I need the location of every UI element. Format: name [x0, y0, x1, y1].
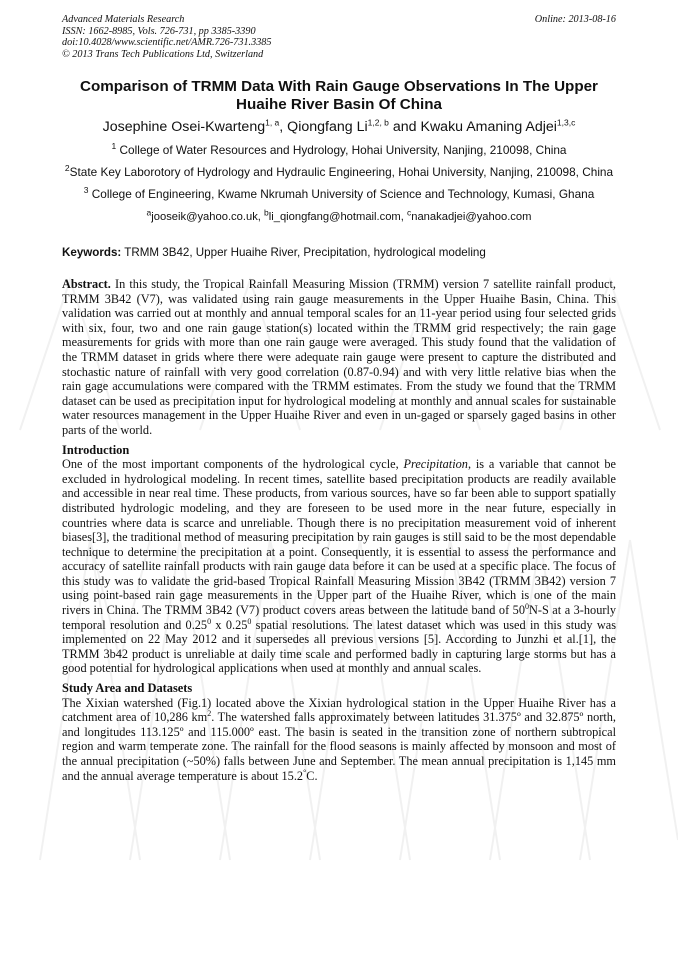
- text-run: x 0.25: [211, 617, 248, 632]
- text-run: . The watershed falls approximately between latitudes 31.375º and 32.875º north, and longitudes 113.125º and 115.000º east. The basin is seated in the transition zone of northern subtropical region and warm temperate zone. The rainfall for the flood seasons is mainly affected by monsoon and most of the annual precipitation (~50%) falls between June and September. The mean annual precipitation is 1,145 mm and the annual average temperature is about 15.2: [62, 710, 616, 783]
- journal-name: Advanced Materials Research: [62, 14, 185, 25]
- author-name: Josephine Osei-Kwarteng: [102, 119, 266, 135]
- journal-header: [62, 14, 616, 60]
- abstract-text: In this study, the Tropical Rainfall Measuring Mission (TRMM) version 7 satellite rainfall product, TRMM 3B42 (V7), was validated using rain gauge measurements in the Upper Huaihe Basin, China. This validation was carried out at monthly and annual temporal scales for an 11-year period using four selected grids with six, four, two and one rain gauge station(s) located within the TRMM grid respectively; the rain gage measurements for grids with more than one rain gauge were averaged. This study found that the validation of the TRMM dataset in grids where there were adequate rain gauge were present to capture the distributed and stochastic nature of rainfall with very good correlation (0.87-0.94) and with very little relative bias when the rain gage accumulations were compared with the TRMM estimates. From the study we found that the TRMM dataset can be used as precipitation input for hydrological modeling at monthly and annual scales for sustainable water resources management in the Upper Huaihe River and even in un-gaged or sparsely gaged basins in other parts of the world.: [62, 277, 616, 437]
- affiliation-3: [62, 187, 616, 202]
- text-run: spatial resolutions. The latest dataset which was used in this study was implemented on 22 May 2012 and it supersedes all previous versions [5]. According to Junzhi et al.[1], the TRMM 3b42 product is unreliable at daily time scale and performed badly in capturing large storms but has a good potential for hydrological applications when used at monthly and annual scales.: [62, 617, 616, 676]
- keywords: [62, 246, 616, 260]
- author-affiliation-mark: 1,3,c: [556, 117, 576, 128]
- email-link[interactable]: nanakadjei@yahoo.com: [411, 211, 532, 223]
- superscript: °: [303, 767, 307, 777]
- online-date: Online: 2013-08-16: [534, 14, 616, 25]
- text-run: One of the most important components of the hydrological cycle,: [62, 457, 404, 472]
- keywords-text: TRMM 3B42, Upper Huaihe River, Precipitation, hydrological modeling: [121, 246, 486, 259]
- superscript: 0: [207, 616, 212, 626]
- abstract-label: Abstract.: [62, 277, 111, 291]
- affiliation-1: [62, 143, 616, 158]
- author-name: and Kwaku Amaning Adjei: [388, 119, 557, 135]
- abstract: [62, 277, 616, 438]
- affiliation-text: College of Water Resources and Hydrology, Hohai University, Nanjing, 210098, China: [116, 143, 567, 157]
- superscript: 2: [207, 709, 212, 719]
- study-area-paragraph: [62, 696, 616, 784]
- superscript: 0: [247, 616, 252, 626]
- author-affiliation-mark: 1,2, b: [367, 117, 389, 128]
- affiliation-text: State Key Laborotory of Hydrology and Hydraulic Engineering, Hohai University, Nanjing, 210098, China: [69, 165, 614, 179]
- text-run: C.: [306, 768, 318, 783]
- affiliation-number: 1: [111, 141, 117, 152]
- text-run: N-S at a 3-hourly temporal resolution and 0.25: [62, 603, 617, 632]
- author-list: [62, 118, 616, 136]
- author-emails: [62, 207, 616, 224]
- email-link[interactable]: jooseik@yahoo.co.uk,: [151, 211, 265, 223]
- journal-issn: ISSN: 1662-8985, Vols. 726-731, pp 3385-3390: [62, 25, 256, 37]
- email-link[interactable]: li_qiongfang@hotmail.com,: [268, 211, 407, 223]
- affiliation-text: College of Engineering, Kwame Nkrumah University of Science and Technology, Kumasi, Ghana: [88, 187, 595, 201]
- text-run: , is a variable that cannot be excluded in hydrological modeling. In recent times, satellite based precipitation products are readily available and accessible in near real time. These products, from various sources, have so far been able to support spatially distributed hydrologic modeling, and they are foreseen to be used more in the near future, especially in countries where data is scarce and unreliable. Though there is no precipitation measurement void of inherent biases[3], the traditional method of measuring precipitation by rain gauges is still said to be the most dependable technique to determine the precipitation at a point. Consequently, it is essential to assess the performance and accuracy of satellite rainfall products with rain gauge data before it can be used at a specific place. The focus of this study was to validate the grid-based Tropical Rainfall Measuring Mission 3B42 (TRMM 3B42) version 7 using point-based rain gage measurements in the Upper part of the Huaihe River, which is one of the main rivers in China. The TRMM 3B42 (V7) product covers areas between the latitude band of 50: [62, 457, 616, 618]
- study-area-heading: Study Area and Datasets: [62, 681, 193, 696]
- email-mark: c: [406, 207, 412, 218]
- author-affiliation-mark: 1, a: [265, 117, 280, 128]
- introduction-paragraph: [62, 457, 616, 676]
- email-mark: a: [146, 207, 152, 218]
- journal-copyright: © 2013 Trans Tech Publications Ltd, Switzerland: [62, 48, 264, 60]
- keywords-label: Keywords:: [62, 246, 122, 259]
- journal-doi: doi:10.4028/www.scientific.net/AMR.726-731.3385: [62, 37, 272, 48]
- paper-title: Comparison of TRMM Data With Rain Gauge Observations In The Upper Huaihe River Basin Of China: [80, 78, 598, 113]
- affiliation-number: 3: [83, 185, 89, 196]
- affiliation-number: 2: [64, 163, 70, 174]
- superscript: 0: [524, 601, 529, 611]
- email-mark: b: [264, 207, 269, 218]
- author-name: , Qiongfang Li: [279, 119, 368, 135]
- emphasis: Precipitation: [403, 457, 468, 472]
- text-run: The Xixian watershed (Fig.1) located above the Xixian hydrological station in the Upper Huaihe River has a catchment area of 10,286 km: [62, 695, 616, 725]
- affiliation-2: [62, 165, 616, 180]
- introduction-heading: Introduction: [62, 442, 130, 457]
